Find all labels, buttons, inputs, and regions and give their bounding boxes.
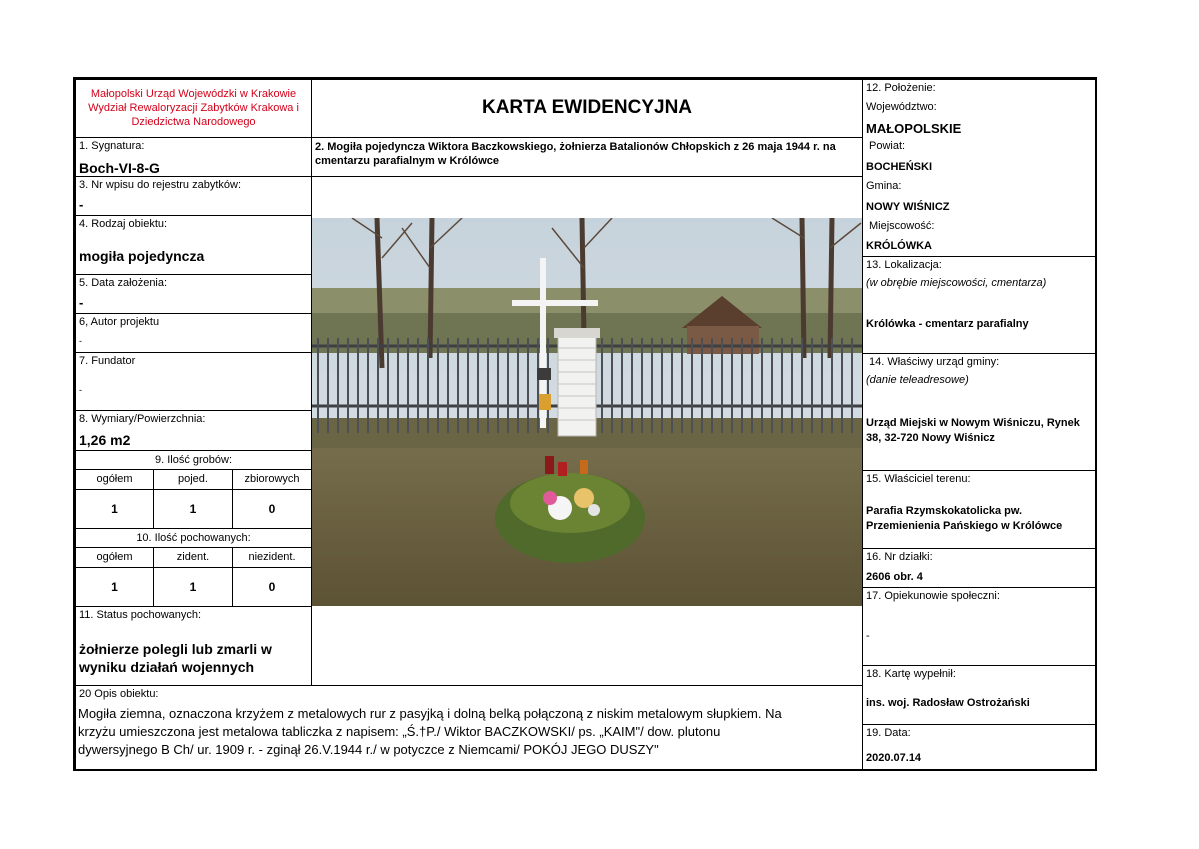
- field-social-guardians: 17. Opiekunowie społeczni: -: [862, 587, 1097, 666]
- graves-col-single: pojed.: [153, 469, 233, 490]
- buried-col-unidentified: niezident.: [232, 547, 312, 568]
- field-founding-date: 5. Data założenia: -: [75, 274, 312, 314]
- field-municipal-office: 14. Właściwy urząd gminy: (danie teleadresowe) Urząd Miejski w Nowym Wiśniczu, Rynek 38, 32-720 Nowy Wiśnicz: [862, 353, 1097, 471]
- graves-val-collective: 0: [232, 489, 312, 529]
- institution-name: Małopolski Urząd Wojewódzki w Krakowie Wydział Rewaloryzacji Zabytków Krakowa i Dziedzictwa Narodowego: [88, 88, 299, 128]
- grave-photo: [312, 218, 862, 606]
- page-title: KARTA EWIDENCYJNA: [481, 97, 693, 118]
- graves-count-header: 9. Ilość grobów:: [75, 450, 312, 470]
- title-cell: [311, 79, 863, 138]
- field-localization: 13. Lokalizacja: (w obrębie miejscowości, cmentarza) Królówka - cmentarz parafialny: [862, 256, 1097, 354]
- field-object-type: 4. Rodzaj obiektu: mogiła pojedyncza: [75, 215, 312, 275]
- record-card: [73, 77, 1097, 771]
- field-plot-number: 16. Nr działki: 2606 obr. 4: [862, 548, 1097, 588]
- field-buried-status: 11. Status pochowanych: żołnierze polegli lub zmarli w wyniku działań wojennych: [75, 606, 312, 686]
- buried-val-identified: 1: [153, 567, 233, 607]
- field-dimensions: 8. Wymiary/Powierzchnia: 1,26 m2: [75, 410, 312, 451]
- graves-val-single: 1: [153, 489, 233, 529]
- graves-val-total: 1: [75, 489, 154, 529]
- institution-cell: [75, 79, 312, 138]
- field-project-author: 6, Autor projektu -: [75, 313, 312, 353]
- field-filled-by: 18. Kartę wypełnił: ins. woj. Radosław Ostrożański: [862, 665, 1097, 725]
- field-signature: 1. Sygnatura: Boch-VI-8-G: [75, 137, 312, 177]
- field-founder: 7. Fundator -: [75, 352, 312, 411]
- field-location: 12. Położenie: Województwo: MAŁOPOLSKIE Powiat: BOCHEŃSKI Gmina: NOWY WIŚNICZ Miejscowość: KRÓLÓWKA: [862, 79, 1097, 257]
- grave-photo-image: [312, 218, 862, 606]
- buried-col-identified: zident.: [153, 547, 233, 568]
- graves-col-collective: zbiorowych: [232, 469, 312, 490]
- graves-col-total: ogółem: [75, 469, 154, 490]
- field-land-owner: 15. Właściciel terenu: Parafia Rzymskokatolicka pw. Przemienienia Pańskiego w Królówce: [862, 470, 1097, 549]
- buried-count-header: 10. Ilość pochowanych:: [75, 528, 312, 548]
- buried-val-unidentified: 0: [232, 567, 312, 607]
- field-register-number: 3. Nr wpisu do rejestru zabytków: -: [75, 176, 312, 216]
- field-date: 19. Data: 2020.07.14: [862, 724, 1097, 771]
- field-object-name: 2. Mogiła pojedyncza Wiktora Baczkowskiego, żołnierza Batalionów Chłopskich z 26 maja 1944 r. na cmentarzu parafialnym w Królówce: [311, 137, 863, 177]
- field-description: 20 Opis obiektu: Mogiła ziemna, oznaczona krzyżem z metalowych rur z pasyjką i dolną belką połączoną z niskim metalowym słupkiem. Na krzyżu umieszczona jest metalowa tabliczka z napisem: „Ś.†P./ Wiktor BACZKOWSKI/ ps. „KAIM"/ dow. plutonu dywersyjnego B Ch/ ur. 1909 r. - zginął 26.V.1944 r./ w potyczce z Niemcami/ POKÓJ JEGO DUSZY": [75, 685, 863, 771]
- buried-val-total: 1: [75, 567, 154, 607]
- buried-col-total: ogółem: [75, 547, 154, 568]
